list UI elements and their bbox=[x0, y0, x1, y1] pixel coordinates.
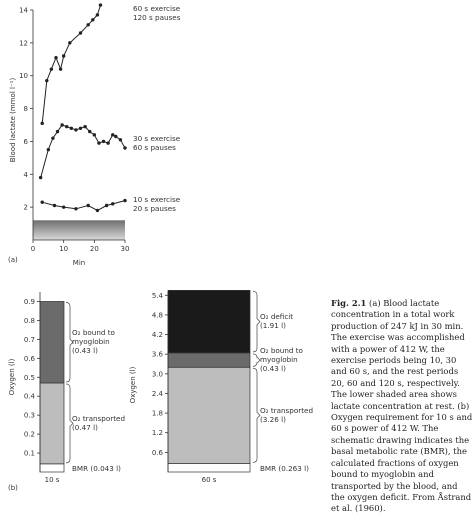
y-tick-labels bbox=[24, 298, 40, 458]
y-tick-label: 3.0 bbox=[151, 370, 163, 379]
y-tick-label: 8 bbox=[23, 105, 28, 114]
x-tick-label: 20 bbox=[89, 245, 99, 253]
bar-segment bbox=[40, 383, 64, 464]
data-point bbox=[99, 3, 102, 6]
stacked-bar-10s bbox=[40, 301, 64, 472]
data-point bbox=[39, 176, 42, 179]
bar-segment bbox=[168, 290, 250, 353]
x-axis-label: Min bbox=[72, 259, 86, 267]
segment-labels bbox=[66, 302, 125, 473]
segment-label: O₂ bound to bbox=[72, 328, 115, 338]
y-tick-label: 0.7 bbox=[23, 335, 35, 344]
data-point bbox=[74, 207, 77, 210]
data-point bbox=[53, 204, 56, 207]
y-tick-label: 0.4 bbox=[23, 392, 35, 401]
segment-label: O₂ deficit bbox=[260, 312, 294, 322]
data-point bbox=[79, 31, 82, 34]
series-label: 30 s exercise bbox=[133, 134, 181, 143]
bar-segment bbox=[168, 463, 250, 472]
bar-segment bbox=[168, 353, 250, 367]
category-label: 60 s bbox=[201, 476, 217, 484]
y-tick-label: 1.2 bbox=[151, 429, 163, 438]
segment-label: BMR (0.043 l) bbox=[72, 464, 121, 473]
y-tick-label: 10 bbox=[19, 72, 28, 81]
y-axis-label: Blood lactate (mmol l⁻¹) bbox=[9, 77, 17, 163]
data-point bbox=[47, 148, 50, 151]
data-point bbox=[79, 127, 82, 130]
x-tick-label: 10 bbox=[59, 245, 69, 253]
series-line bbox=[41, 125, 125, 178]
segment-brace bbox=[253, 368, 260, 462]
y-tick-label: 0.6 bbox=[151, 448, 163, 457]
y-tick-label: 2.4 bbox=[151, 389, 163, 398]
x-tick-labels bbox=[31, 240, 130, 253]
figure-caption bbox=[331, 298, 473, 515]
data-point bbox=[62, 54, 65, 57]
series-labels bbox=[133, 4, 181, 213]
lactate-chart bbox=[8, 3, 181, 267]
segment-label: (0.43 l) bbox=[260, 364, 286, 374]
stacked-bar-60s bbox=[168, 290, 250, 472]
segment-labels bbox=[253, 291, 313, 473]
y-tick-label: 3.6 bbox=[151, 350, 163, 359]
data-point bbox=[96, 209, 99, 212]
data-point bbox=[50, 67, 53, 70]
panel-label-b: (b) bbox=[8, 484, 18, 492]
y-tick-label: 0.8 bbox=[23, 316, 35, 325]
y-tick-label: 0.2 bbox=[23, 430, 35, 439]
data-point bbox=[87, 204, 90, 207]
data-point bbox=[93, 133, 96, 136]
data-point bbox=[106, 141, 109, 144]
segment-brace bbox=[253, 354, 260, 366]
series-label: 120 s pauses bbox=[133, 13, 181, 22]
data-point bbox=[62, 205, 65, 208]
data-point bbox=[65, 125, 68, 128]
segment-label: myoglobin bbox=[72, 337, 110, 347]
segment-brace bbox=[253, 291, 260, 352]
segment-label: (0.43 l) bbox=[72, 346, 98, 356]
rest-lactate-band bbox=[33, 220, 125, 240]
y-axis-label: Oxygen (l) bbox=[8, 358, 16, 396]
segment-label: BMR (0.263 l) bbox=[260, 464, 309, 473]
data-point bbox=[88, 130, 91, 133]
data-point bbox=[54, 56, 57, 59]
y-tick-label: 0.5 bbox=[23, 373, 35, 382]
y-tick-label: 14 bbox=[19, 6, 28, 15]
x-tick-label: 30 bbox=[120, 245, 130, 253]
panel-label-a: (a) bbox=[8, 256, 18, 264]
y-axis-label: Oxygen (l) bbox=[129, 366, 137, 404]
data-point bbox=[70, 127, 73, 130]
bar-segment bbox=[40, 301, 64, 382]
y-tick-labels bbox=[19, 7, 33, 212]
data-point bbox=[111, 133, 114, 136]
data-point bbox=[59, 67, 62, 70]
figure-label: Fig. 2.1 bbox=[331, 298, 367, 308]
category-label: 10 s bbox=[44, 476, 60, 484]
data-point bbox=[45, 79, 48, 82]
x-tick-label: 0 bbox=[30, 245, 36, 253]
oxygen-60s-chart bbox=[129, 290, 313, 484]
series-label: 20 s pauses bbox=[133, 204, 176, 213]
data-point bbox=[60, 123, 63, 126]
y-tick-label: 6 bbox=[23, 137, 28, 146]
segment-label: myoglobin bbox=[260, 355, 298, 365]
data-point bbox=[123, 146, 126, 149]
y-tick-label: 1.8 bbox=[151, 409, 163, 418]
segment-label: O₂ bound to bbox=[260, 346, 303, 356]
rest-band-rect bbox=[33, 220, 125, 240]
y-tick-label: 5.4 bbox=[151, 291, 163, 300]
y-tick-label: 0.1 bbox=[23, 449, 35, 458]
data-point bbox=[111, 202, 114, 205]
oxygen-10s-chart bbox=[8, 292, 125, 492]
segment-label: O₂ transported bbox=[260, 405, 314, 415]
bar-segment bbox=[40, 464, 64, 472]
data-point bbox=[96, 13, 99, 16]
series-label: 10 s exercise bbox=[133, 195, 181, 204]
segment-label: (3.26 l) bbox=[260, 414, 286, 424]
bar-segment bbox=[168, 367, 250, 463]
segment-label: (0.47 l) bbox=[72, 422, 98, 432]
data-point bbox=[74, 128, 77, 131]
y-tick-label: 4.2 bbox=[151, 331, 163, 340]
y-tick-label: 0.9 bbox=[23, 297, 35, 306]
data-point bbox=[91, 18, 94, 21]
caption-text: (a) Blood lactate concentration in a total work production of 247 kJ in 30 min. The exercise was accomplished with a power of 412 W, the exercise periods being 10, 30 and 60 s, and the rest periods 20, 60 and 120 s, respectively. The lower shaded area shows lactate concentration at rest. (b) Oxygen requirement for 10 s and 60 s power of 412 W. The schematic drawing indicates the basal metabolic rate (BMR), the calculated fractions of oxygen bound to myoglobin and transported by the blood, and the oxygen deficit. From Åstrand et al. (1960). bbox=[331, 298, 473, 514]
data-point bbox=[56, 130, 59, 133]
segment-label: (1.91 l) bbox=[260, 321, 286, 331]
data-point bbox=[102, 140, 105, 143]
data-point bbox=[119, 138, 122, 141]
data-point bbox=[123, 199, 126, 202]
data-point bbox=[83, 125, 86, 128]
segment-label: O₂ transported bbox=[72, 413, 126, 423]
data-point bbox=[114, 135, 117, 138]
data-point bbox=[97, 141, 100, 144]
series-line bbox=[42, 5, 100, 123]
series-group bbox=[39, 3, 127, 212]
series-label: 60 s pauses bbox=[133, 143, 176, 152]
y-tick-label: 12 bbox=[19, 39, 28, 48]
y-tick-label: 4.8 bbox=[151, 311, 163, 320]
data-point bbox=[105, 204, 108, 207]
y-tick-label: 0.3 bbox=[23, 411, 35, 420]
series-label: 60 s exercise bbox=[133, 4, 181, 13]
y-tick-label: 0.6 bbox=[23, 354, 35, 363]
data-point bbox=[51, 136, 54, 139]
data-point bbox=[41, 201, 44, 204]
y-tick-label: 2 bbox=[23, 203, 28, 212]
y-tick-label: 4 bbox=[23, 170, 28, 179]
data-point bbox=[68, 41, 71, 44]
data-point bbox=[87, 23, 90, 26]
y-tick-labels bbox=[152, 292, 168, 457]
data-point bbox=[41, 122, 44, 125]
